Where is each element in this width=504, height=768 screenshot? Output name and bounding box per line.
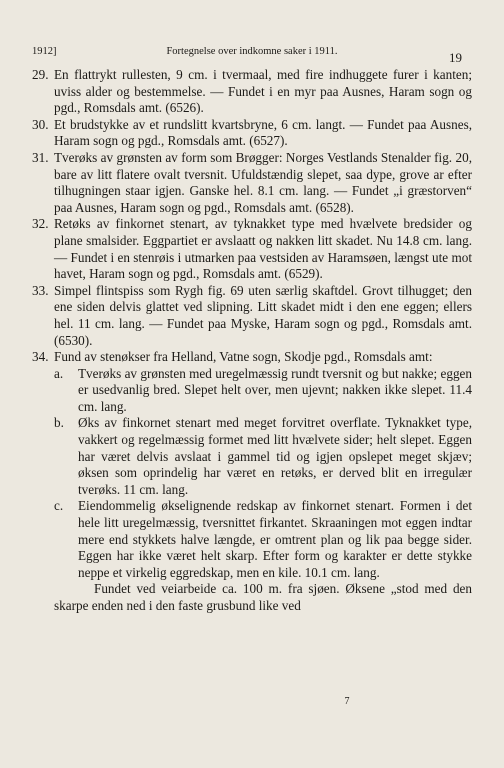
entry-number: 32.: [32, 216, 49, 232]
header-title: Fortegnelse over indkomne saker i 1911.: [166, 46, 338, 57]
catalog-entry: [32, 150, 472, 216]
catalog-entry: [32, 283, 472, 349]
running-header: [32, 40, 472, 65]
catalog-entry: [32, 67, 472, 117]
sub-entry: [54, 415, 472, 498]
sub-entry-text: Tverøks av grønsten med uregelmæssig rundt tversnit og but nakke; eggen er usedvanlig bred. Slepet helt over, men ujevnt; nakken ikke slepet. 11.4 cm. lang.: [78, 365, 472, 414]
sub-entry-letter: c.: [54, 498, 64, 514]
entry-text: En flattrykt rullesten, 9 cm. i tvermaal, med fire indhuggete furer i kanten; uviss alder og bestemmelse. — Fundet i en myr paa Ausnes, Haram sogn og pgd., Romsdals amt. (6526).: [54, 67, 472, 116]
entry-number: 33.: [32, 282, 49, 298]
entry-number: 34.: [32, 349, 49, 365]
entry-text: Simpel flintspiss som Rygh fig. 69 uten særlig skaftdel. Grovt tilhugget; den ene siden delvis glattet ved slipning. Litt skadet midt i den ene eggen; ellers hel. 11 cm. lang. — Fundet paa Myske, Haram sogn og pgd., Romsdals amt. (6530).: [54, 282, 472, 348]
catalog-entry: [32, 117, 472, 150]
entry-number: 31.: [32, 149, 49, 165]
catalog-entry: [32, 349, 472, 366]
page-body: [32, 67, 472, 615]
closing-paragraph: Fundet ved veiarbeide ca. 100 m. fra sjøen. Øksene „stod med den skarpe enden ned i den faste grusbund like ved: [54, 581, 472, 613]
sub-entry-text: Eiendommelig økselignende redskap av finkornet stenart. Formen i det hele litt uregelmæssig, tversnittet firkantet. Skraaningen mot eggen indtar mere end stykkets halve længde, er omtrent plan og lik paa begge sider. Eggen har ikke været helt skarp. Efter form og karakter er dette stykke neppe et virkelig eggredskap, men en kile. 10.1 cm. lang.: [78, 498, 472, 580]
entry-number: 30.: [32, 116, 49, 132]
signature-mark: [0, 696, 504, 707]
signature-number: 7: [344, 696, 350, 707]
page-number: 19: [449, 50, 462, 65]
entry-text: Retøks av finkornet stenart, av tyknakket type med hvælvete bredsider og plane smalsider. Eggpartiet er avslaatt og nakken litt skadet. Nu 14.8 cm. lang. — Fundet i en stenrøis i utmarken paa vestsiden av Haramsøen, længst ute mot havet, Haram sogn og pgd., Romsdals amt. (6529).: [54, 216, 472, 282]
sub-entry: [54, 366, 472, 416]
sub-entry-letter: a.: [54, 365, 64, 381]
sub-entry-letter: b.: [54, 415, 64, 431]
catalog-entry: [32, 216, 472, 282]
entry-text: Fund av stenøkser fra Helland, Vatne sogn, Skodje pgd., Romsdals amt:: [54, 349, 433, 365]
sub-entry: [54, 498, 472, 581]
entry-text: Tverøks av grønsten av form som Brøgger: Norges Vestlands Stenalder fig. 20, bare av litt flatere ovalt tversnit. Ufuldstændig slepet, saa dype, grove ar efter tilhugningen staar igjen. Ganske hel. 8.1 cm. lang. — Fundet „i græstorven“ paa Ausnes, Haram sogn og pgd., Romsdals amt. (6528).: [54, 149, 472, 215]
entry-number: 29.: [32, 67, 49, 82]
sub-entry-text: Øks av finkornet stenart med meget forvitret overflate. Tyknakket type, vakkert og regelmæssig formet med litt hvælvete sider; helt slepet. Eggen har været delvis avslaat i gammel tid og igjen opslepet meget skjæv; øksen som oprindelig har været en retøks, er derved blit en irregulær tverøks. 11 cm. lang.: [78, 415, 472, 497]
header-year: 1912]: [32, 46, 57, 57]
entry-text: Et brudstykke av et rundslitt kvartsbryne, 6 cm. langt. — Fundet paa Ausnes, Haram sogn og pgd., Romsdals amt. (6527).: [54, 116, 472, 149]
